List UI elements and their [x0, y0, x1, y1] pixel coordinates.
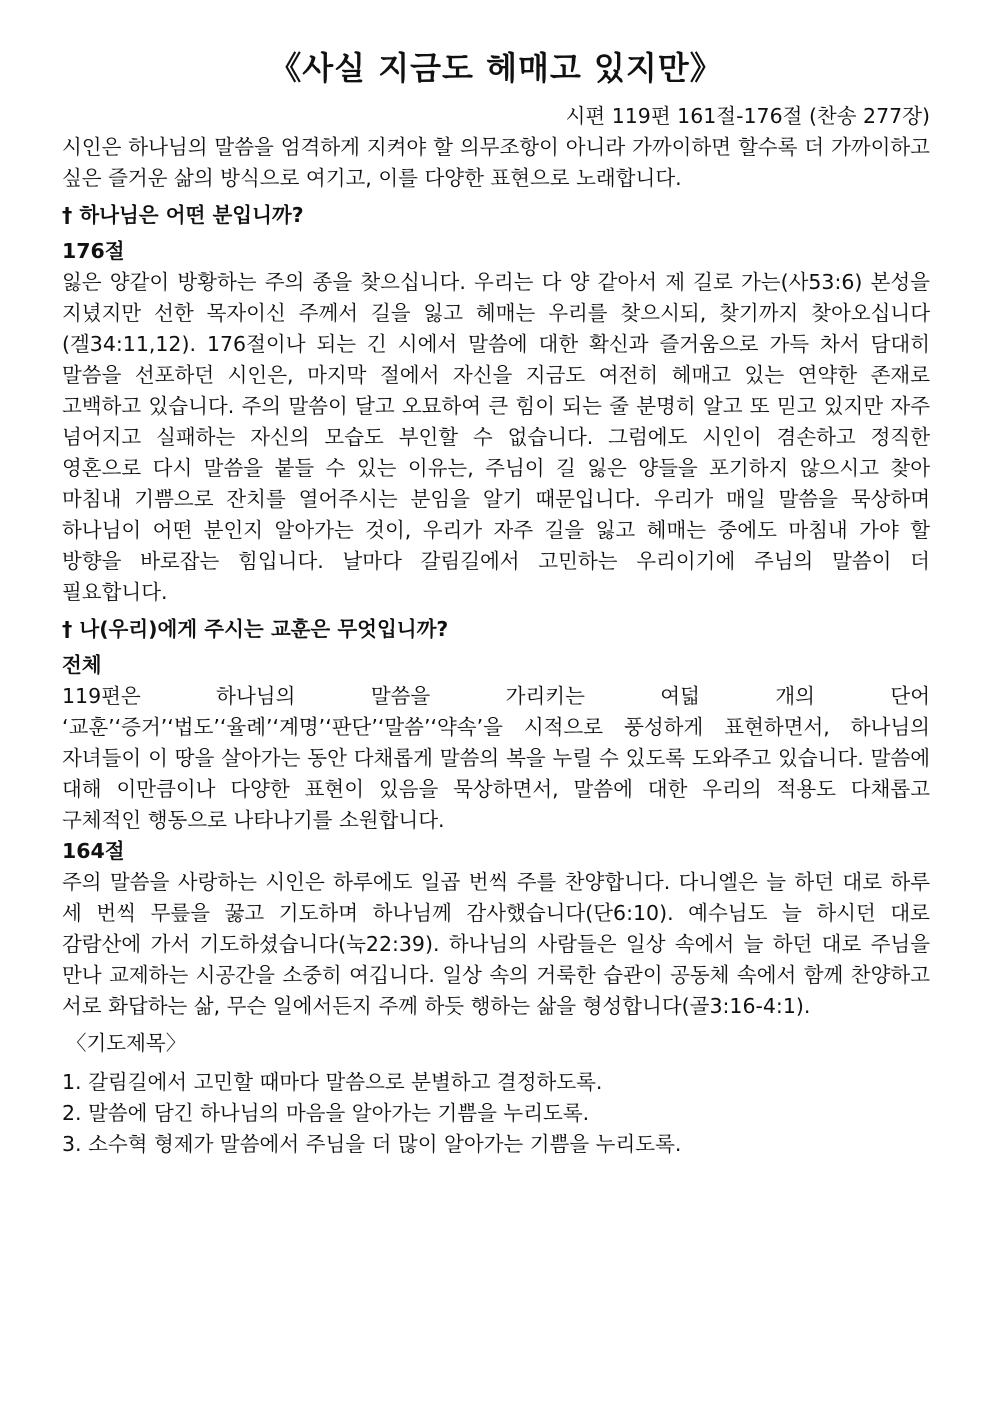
section-who-is-god: [62, 200, 930, 608]
intro-paragraph: 시인은 하나님의 말씀을 엄격하게 지켜야 할 의무조항이 아니라 가까이하면 할수록 더 가까이하고 싶은 즐거운 삶의 방식으로 여기고, 이를 다양한 표현으로 노래합니다.: [62, 135, 930, 190]
section-heading: † 나(우리)에게 주시는 교훈은 무엇입니까?: [62, 617, 449, 641]
document-title: 《사실 지금도 헤매고 있지만》: [269, 49, 723, 87]
prayer-item: 2. 말씀에 담긴 하나님의 마음을 알아가는 기쁨을 누리도록.: [62, 1101, 590, 1125]
scripture-reference: 시편 119편 161절-176절 (찬송 277장): [565, 104, 930, 128]
prayer-item: 1. 갈림길에서 고민할 때마다 말씀으로 분별하고 결정하도록.: [62, 1070, 603, 1094]
prayer-item: 3. 소수혁 형제가 말씀에서 주님을 더 많이 알아가는 기쁨을 누리도록.: [62, 1132, 682, 1156]
verse-commentary: 119편은 하나님의 말씀을 가리키는 여덟 개의 단어 ‘교훈’‘증거’‘법도’‘율례’‘계명’‘판단’‘말씀’‘약속’을 시적으로 풍성하게 표현하면서, 하나님의 자녀들이 이 땅을 살아가는 동안 다채롭게 말씀의 복을 누릴 수 있도록 도와주고 있습니다. 말씀에 대해 이만큼이나 다양한 표현이 있음을 묵상하면서, 말씀에 대한 우리의 적용도 다채롭고 구체적인 행동으로 나타나기를 소원합니다.: [62, 684, 930, 832]
verse-label: 164절: [62, 839, 125, 863]
prayer-title: 〈기도제목〉: [66, 1031, 187, 1055]
section-lesson: [62, 614, 930, 1022]
prayer-section: [62, 1028, 930, 1160]
prayer-list: [62, 1067, 930, 1160]
verse-commentary: 주의 말씀을 사랑하는 시인은 하루에도 일곱 번씩 주를 찬양합니다. 다니엘은 늘 하던 대로 하루 세 번씩 무릎을 꿇고 기도하며 하나님께 감사했습니다(단6:10). 예수님도 늘 하시던 대로 감람산에 가서 기도하셨습니다(눅22:39). 하나님의 사람들은 일상 속에서 늘 하던 대로 주님을 만나 교제하는 시공간을 소중히 여깁니다. 일상 속의 거룩한 습관이 공동체 속에서 함께 찬양하고 서로 화답하는 삶, 무슨 일에서든지 주께 하듯 행하는 삶을 형성합니다(골3:16-4:1).: [62, 870, 930, 1018]
verse-label: 전체: [62, 653, 102, 677]
section-heading: † 하나님은 어떤 분입니까?: [62, 203, 304, 227]
document-page: [62, 44, 930, 1160]
verse-commentary: 잃은 양같이 방황하는 주의 종을 찾으십니다. 우리는 다 양 같아서 제 길로 가는(사53:6) 본성을 지녔지만 선한 목자이신 주께서 길을 잃고 헤매는 우리를 찾으시되, 찾기까지 찾아오십니다(겔34:11,12). 176절이나 되는 긴 시에서 말씀에 대한 확신과 즐거움으로 가득 차서 담대히 말씀을 선포하던 시인은, 마지막 절에서 자신을 지금도 여전히 헤매고 있는 연약한 존재로 고백하고 있습니다. 주의 말씀이 달고 오묘하여 큰 힘이 되는 줄 분명히 알고 또 믿고 있지만 자주 넘어지고 실패하는 자신의 모습도 부인할 수 없습니다. 그럼에도 시인이 겸손하고 정직한 영혼으로 다시 말씀을 붙들 수 있는 이유는, 주님이 길 잃은 양들을 포기하지 않으시고 찾아 마침내 기쁨으로 잔치를 열어주시는 분임을 알기 때문입니다. 우리가 매일 말씀을 묵상하며 하나님이 어떤 분인지 알아가는 것이, 우리가 자주 길을 잃고 헤매는 중에도 마침내 가야 할 방향을 바로잡는 힘입니다. 날마다 갈림길에서 고민하는 우리이기에 주님의 말씀이 더 필요합니다.: [62, 270, 930, 604]
verse-label: 176절: [62, 239, 125, 263]
